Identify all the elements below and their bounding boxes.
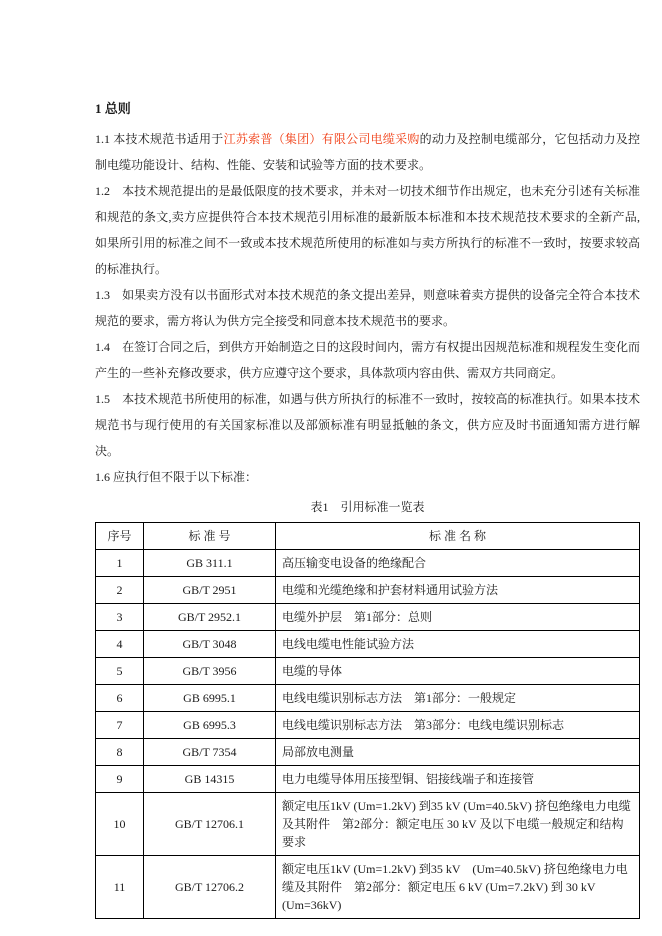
table-row xyxy=(96,658,640,685)
standards-table-head xyxy=(96,523,640,550)
table-caption: 表1 引用标准一览表 xyxy=(310,500,425,514)
row-number-cell: 6 xyxy=(96,685,144,712)
table-row xyxy=(96,712,640,739)
row-number-cell: 11 xyxy=(96,856,144,919)
table-row xyxy=(96,766,640,793)
col-header-standard-code: 标 准 号 xyxy=(144,523,276,550)
table-row xyxy=(96,856,640,919)
paragraph-1-6: 1.6 应执行但不限于以下标准： xyxy=(95,470,258,484)
standard-name-cell: 电缆的导体 xyxy=(276,658,640,685)
standard-code-cell: GB 6995.1 xyxy=(144,685,276,712)
standard-name-cell: 电线电缆识别标志方法 第3部分：电线电缆识别标志 xyxy=(276,712,640,739)
standard-code-cell: GB/T 2951 xyxy=(144,577,276,604)
row-number-cell: 3 xyxy=(96,604,144,631)
standard-name-cell: 电缆和光缆绝缘和护套材料通用试验方法 xyxy=(276,577,640,604)
standards-table-body xyxy=(96,550,640,919)
highlighted-company-text: 江苏索普（集团）有限公司电缆采购 xyxy=(223,132,420,146)
paragraph-1-2: 1.2 本技术规范提出的是最低限度的技术要求，并未对一切技术细节作出规定，也未充分引述有关标准和规范的条文,卖方应提供符合本技术规范引用标准的最新版本标准和本技术规范技术要求的全新产品,如果所引用的标准之间不一致或本技术规范所使用的标准如与卖方所执行的标准不一致时，按要求较高的标准执行。 xyxy=(95,184,640,276)
paragraph-1-3: 1.3 如果卖方没有以书面形式对本技术规范的条文提出差异，则意味着卖方提供的设备完全符合本技术规范的要求，需方将认为供方完全接受和同意本技术规范书的要求。 xyxy=(95,288,640,328)
document-content xyxy=(95,96,640,919)
row-number-cell: 1 xyxy=(96,550,144,577)
standard-code-cell: GB 14315 xyxy=(144,766,276,793)
table-row xyxy=(96,577,640,604)
standard-name-cell: 电缆外护层 第1部分：总则 xyxy=(276,604,640,631)
standard-code-cell: GB/T 3956 xyxy=(144,658,276,685)
standard-code-cell: GB 6995.3 xyxy=(144,712,276,739)
table-row xyxy=(96,685,640,712)
section-heading: 1 总则 xyxy=(95,101,131,116)
standard-name-cell: 额定电压1kV (Um=1.2kV) 到35 kV (Um=40.5kV) 挤包绝缘电力电缆及其附件 第2部分：额定电压 6 kV (Um=7.2kV) 到 30 kV (Um=36kV) xyxy=(276,856,640,919)
row-number-cell: 8 xyxy=(96,739,144,766)
standard-code-cell: GB/T 7354 xyxy=(144,739,276,766)
col-header-standard-name: 标 准 名 称 xyxy=(276,523,640,550)
row-number-cell: 7 xyxy=(96,712,144,739)
table-header-row xyxy=(96,523,640,550)
standard-name-cell: 高压输变电设备的绝缘配合 xyxy=(276,550,640,577)
standard-code-cell: GB/T 12706.1 xyxy=(144,793,276,856)
paragraph-1-1-before: 1.1 本技术规范书适用于 xyxy=(95,132,224,146)
row-number-cell: 4 xyxy=(96,631,144,658)
standard-name-cell: 电线电缆识别标志方法 第1部分：一般规定 xyxy=(276,685,640,712)
paragraph-1-1 xyxy=(95,126,640,178)
standard-code-cell: GB 311.1 xyxy=(144,550,276,577)
paragraph-1-1-after: 的动力及控制电缆部分，它包括动力及控制电缆功能设计、结构、性能、安装和试验等方面的技术要求。 xyxy=(95,132,640,172)
row-number-cell: 5 xyxy=(96,658,144,685)
table-row xyxy=(96,631,640,658)
standards-table xyxy=(95,522,640,919)
standard-name-cell: 电线电缆电性能试验方法 xyxy=(276,631,640,658)
table-row xyxy=(96,550,640,577)
standard-name-cell: 额定电压1kV (Um=1.2kV) 到35 kV (Um=40.5kV) 挤包绝缘电力电缆及其附件 第2部分：额定电压 30 kV 及以下电缆一般规定和结构要求 xyxy=(276,793,640,856)
col-header-index: 序号 xyxy=(96,523,144,550)
standard-code-cell: GB/T 3048 xyxy=(144,631,276,658)
paragraph-1-4: 1.4 在签订合同之后，到供方开始制造之日的这段时间内，需方有权提出因规范标准和规程发生变化而产生的一些补充修改要求，供方应遵守这个要求，具体款项内容由供、需双方共同商定。 xyxy=(95,340,640,380)
row-number-cell: 9 xyxy=(96,766,144,793)
table-row xyxy=(96,739,640,766)
standard-code-cell: GB/T 2952.1 xyxy=(144,604,276,631)
table-row xyxy=(96,793,640,856)
standard-name-cell: 局部放电测量 xyxy=(276,739,640,766)
paragraph-1-5: 1.5 本技术规范书所使用的标准，如遇与供方所执行的标准不一致时，按较高的标准执行。如果本技术规范书与现行使用的有关国家标准以及部颁标准有明显抵触的条文，供方应及时书面通知需方进行解决。 xyxy=(95,392,640,458)
row-number-cell: 2 xyxy=(96,577,144,604)
standard-code-cell: GB/T 12706.2 xyxy=(144,856,276,919)
table-row xyxy=(96,604,640,631)
row-number-cell: 10 xyxy=(96,793,144,856)
standard-name-cell: 电力电缆导体用压接型铜、铝接线端子和连接管 xyxy=(276,766,640,793)
